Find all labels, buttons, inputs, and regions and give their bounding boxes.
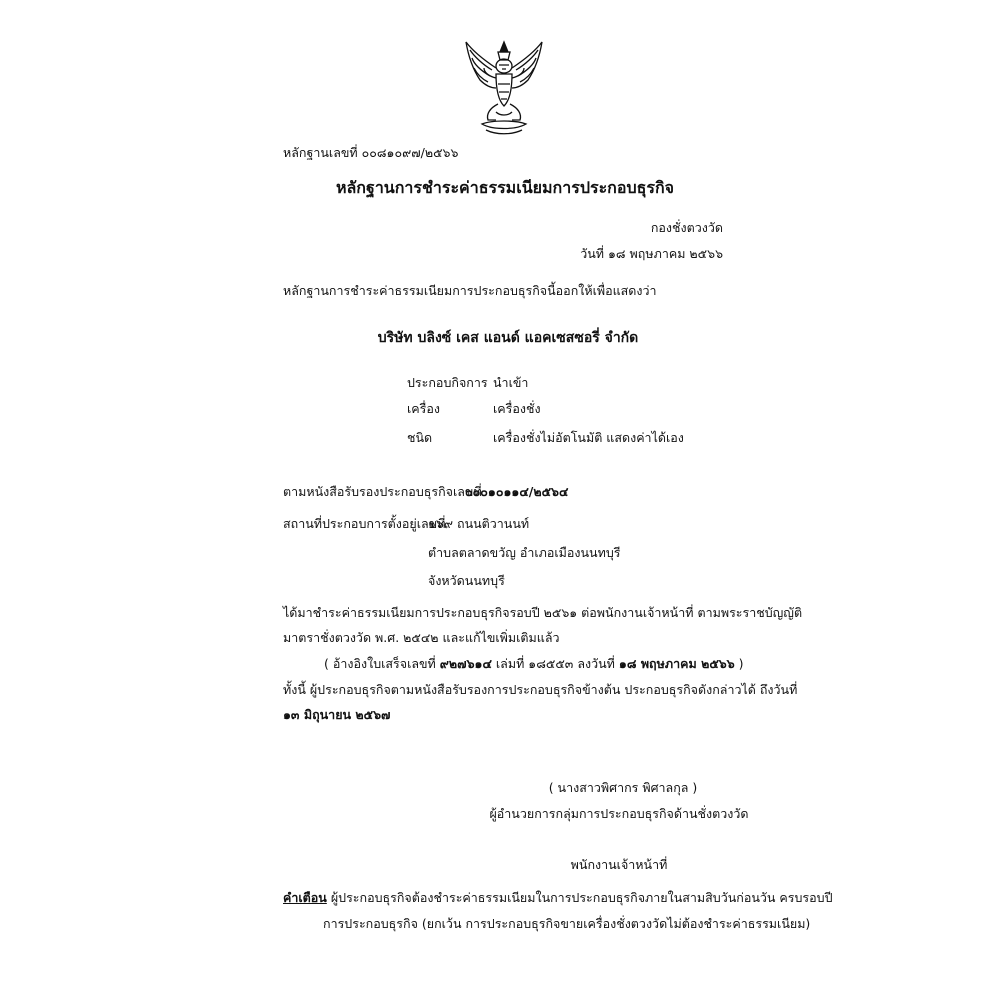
document-title: หลักฐานการชำระค่าธรรมเนียมการประกอบธุรกิจ [335, 178, 675, 197]
warning-text-continued: การประกอบธุรกิจ (ยกเว้น การประกอบธุรกิจขายเครื่องชั่งตวงวัดไม่ต้องชำระค่าธรรมเนียม) [323, 916, 811, 931]
address-line: ตำบลตลาดขวัญ อำเภอเมืองนนทบุรี [428, 545, 621, 560]
signer-name: ( นางสาวพิศากร พิศาลกุล ) [548, 780, 698, 795]
validity-date: ๑๓ มิถุนายน ๒๕๖๗ [283, 707, 391, 722]
reference-date-label: ลงวันที่ [577, 656, 615, 671]
reference-open: ( อ้างอิงใบเสร็จเลขที่ [324, 656, 436, 671]
warning-text: ผู้ประกอบธุรกิจต้องชำระค่าธรรมเนียมในการประกอบธุรกิจภายในสามสิบวันก่อนวัน ครบรอบปี [330, 890, 833, 905]
reference-close: ) [738, 656, 744, 671]
reference-receipt-no: ๙๒๗๖๑๔ [439, 656, 492, 671]
company-name: บริษัท บลิงซ์ เคส แอนด์ แอคเซสซอรี่ จำกัด [377, 330, 639, 346]
reference-date: ๑๘ พฤษภาคม ๒๕๖๖ [618, 656, 735, 671]
license-number: ๐๐๐๑๐๑๑๔/๒๕๖๔ [465, 484, 569, 499]
garuda-emblem-icon [462, 38, 546, 138]
payment-statement-line: ได้มาชำระค่าธรรมเนียมการประกอบธุรกิจรอบปี ๒๕๖๑ ต่อพนักงานเจ้าหน้าที่ ตามพระราชบัญญัติ [283, 605, 803, 620]
intro-text: หลักฐานการชำระค่าธรรมเนียมการประกอบธุรกิจนี้ออกให้เพื่อแสดงว่า [283, 283, 657, 298]
reference-book-label: เล่มที่ [495, 656, 525, 671]
receipt-reference [324, 656, 744, 671]
receipt-number: หลักฐานเลขที่ ๐๐๘๑๐๙๗/๒๕๖๖ [283, 145, 459, 160]
address-line: ๑๖๙ ถนนติวานนท์ [428, 516, 530, 531]
instrument-label: เครื่อง [407, 401, 440, 416]
officer-title: พนักงานเจ้าหน้าที่ [570, 857, 668, 872]
issue-date: วันที่ ๑๘ พฤษภาคม ๒๕๖๖ [580, 246, 723, 261]
business-type-label: ประกอบกิจการ [407, 375, 488, 390]
business-type-value: นำเข้า [493, 375, 529, 390]
warning-label: คำเตือน [283, 890, 327, 905]
address-label: สถานที่ประกอบการตั้งอยู่เลขที่ [283, 516, 446, 531]
address-line: จังหวัดนนทบุรี [428, 573, 505, 588]
license-label: ตามหนังสือรับรองประกอบธุรกิจเลขที่ [283, 484, 482, 499]
warning-line [283, 890, 833, 905]
payment-statement-line: มาตราชั่งตวงวัด พ.ศ. ๒๕๔๒ และแก้ไขเพิ่มเติมแล้ว [283, 630, 560, 645]
instrument-kind-label: ชนิด [407, 430, 433, 445]
instrument-value: เครื่องชั่ง [493, 401, 541, 416]
instrument-kind-value: เครื่องชั่งไม่อัตโนมัติ แสดงค่าได้เอง [493, 430, 684, 445]
reference-book-no: ๑๘๕๕๓ [528, 656, 574, 671]
issuer: กองชั่งตวงวัด [650, 220, 723, 235]
signer-position: ผู้อำนวยการกลุ่มการประกอบธุรกิจด้านชั่งตวงวัด [489, 806, 749, 821]
validity-statement: ทั้งนี้ ผู้ประกอบธุรกิจตามหนังสือรับรองการประกอบธุรกิจข้างต้น ประกอบธุรกิจดังกล่าวได้ ถึงวันที่ [283, 682, 798, 697]
